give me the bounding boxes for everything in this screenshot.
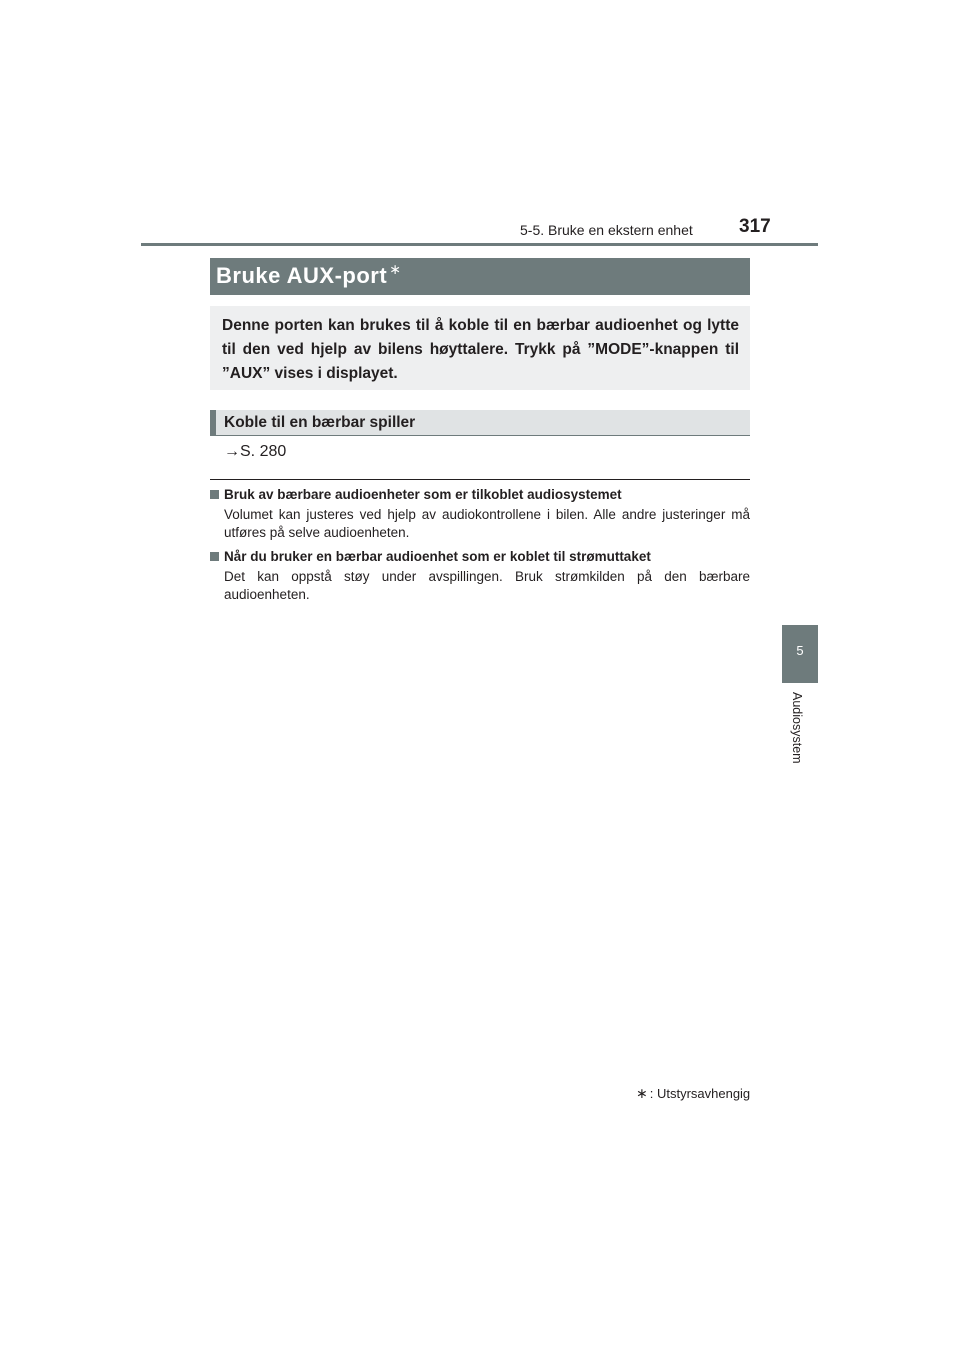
page-number: 317	[739, 216, 771, 237]
subsection-accent	[210, 410, 216, 435]
chapter-label: Audiosystem	[790, 692, 804, 764]
note-body: Det kan oppstå støy under avspillingen. Bruk strømkilden på den bærbare audioenheten.	[224, 569, 750, 602]
arrow-right-icon: →	[224, 443, 240, 460]
note-heading-text: Bruk av bærbare audioenheter som er tilkoblet audiosystemet	[224, 487, 622, 502]
running-header-section: 5-5. Bruke en ekstern enhet	[520, 222, 693, 238]
intro-box: Denne porten kan brukes til å koble til en bærbar audioenhet og lytte til den ved hjelp av bilens høyttalere. Trykk på ”MODE”-knappen til ”AUX” vises i displayet.	[210, 306, 750, 390]
equipment-dependent-star-icon: ∗	[389, 261, 401, 277]
footnote-text: : Utstyrsavhengig	[649, 1086, 751, 1101]
chapter-number: 5	[796, 643, 804, 658]
note-heading	[210, 486, 750, 504]
note-item	[210, 548, 750, 604]
subsection-title-bar	[210, 410, 750, 436]
asterisk-icon: ∗	[636, 1085, 648, 1101]
page-reference-text: S. 280	[240, 443, 287, 460]
notes-divider	[210, 479, 750, 480]
square-bullet-icon	[210, 490, 219, 499]
chapter-tab[interactable]	[782, 625, 818, 683]
note-heading-text: Når du bruker en bærbar audioenhet som er koblet til strømuttaket	[224, 549, 651, 564]
note-heading	[210, 548, 750, 566]
note-body: Volumet kan justeres ved hjelp av audiokontrollene i bilen. Alle andre justeringer må utføres på selve audioenheten.	[224, 507, 750, 540]
header-rule	[141, 243, 818, 246]
page-reference[interactable]	[224, 443, 286, 461]
section-title: Bruke AUX-port	[216, 263, 388, 288]
subsection-title: Koble til en bærbar spiller	[224, 414, 416, 431]
square-bullet-icon	[210, 552, 219, 561]
note-item	[210, 486, 750, 542]
section-title-bar	[210, 258, 750, 295]
footnote	[636, 1085, 750, 1102]
